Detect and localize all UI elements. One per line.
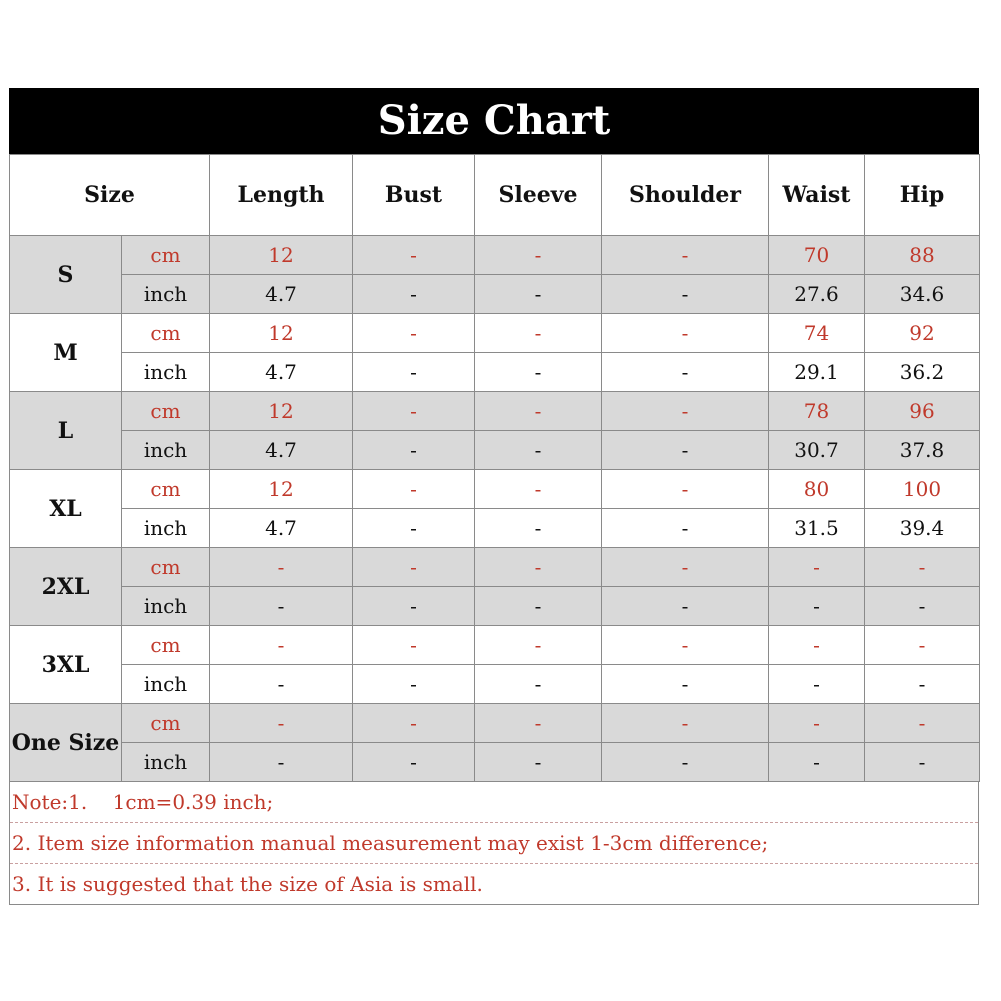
table-row (10, 509, 980, 548)
measurement-cell: - (475, 470, 602, 509)
table-row (10, 236, 980, 275)
unit-label: inch (122, 743, 210, 782)
measurement-cell: - (353, 353, 475, 392)
measurement-cell: - (602, 548, 769, 587)
measurement-cell: - (475, 587, 602, 626)
size-label: S (10, 236, 122, 314)
measurement-cell: - (769, 548, 865, 587)
header-size: Size (10, 155, 210, 236)
measurement-cell: - (602, 587, 769, 626)
measurement-cell: 12 (210, 392, 353, 431)
table-row (10, 470, 980, 509)
unit-label: cm (122, 314, 210, 353)
measurement-cell: - (210, 665, 353, 704)
measurement-cell: - (353, 236, 475, 275)
measurement-cell: 4.7 (210, 353, 353, 392)
header-sleeve: Sleeve (475, 155, 602, 236)
size-label: M (10, 314, 122, 392)
unit-label: cm (122, 470, 210, 509)
notes (9, 782, 979, 905)
measurement-cell: - (602, 509, 769, 548)
size-label: XL (10, 470, 122, 548)
measurement-cell: - (602, 626, 769, 665)
measurement-cell: 80 (769, 470, 865, 509)
measurement-cell: - (865, 665, 980, 704)
measurement-cell: - (865, 587, 980, 626)
measurement-cell: - (769, 626, 865, 665)
measurement-cell: - (602, 392, 769, 431)
measurement-cell: - (353, 587, 475, 626)
measurement-cell: - (353, 548, 475, 587)
table-row (10, 392, 980, 431)
header-hip: Hip (865, 155, 980, 236)
measurement-cell: - (769, 704, 865, 743)
measurement-cell: - (602, 353, 769, 392)
size-label: One Size (10, 704, 122, 782)
table-row (10, 626, 980, 665)
measurement-cell: - (475, 509, 602, 548)
size-rows (10, 236, 980, 782)
size-chart (9, 88, 979, 905)
header-length: Length (210, 155, 353, 236)
table-row (10, 353, 980, 392)
measurement-cell: 96 (865, 392, 980, 431)
unit-label: inch (122, 509, 210, 548)
header-row (10, 155, 980, 236)
measurement-cell: - (210, 548, 353, 587)
measurement-cell: - (353, 626, 475, 665)
measurement-cell: 88 (865, 236, 980, 275)
measurement-cell: - (353, 275, 475, 314)
measurement-cell: - (769, 587, 865, 626)
note-line: 3. It is suggested that the size of Asia is small. (10, 863, 978, 904)
unit-label: cm (122, 704, 210, 743)
measurement-cell: - (353, 704, 475, 743)
measurement-cell: 30.7 (769, 431, 865, 470)
measurement-cell: - (353, 509, 475, 548)
unit-label: cm (122, 626, 210, 665)
measurement-cell: 27.6 (769, 275, 865, 314)
measurement-cell: 39.4 (865, 509, 980, 548)
table-row (10, 665, 980, 704)
note-line: 2. Item size information manual measurement may exist 1-3cm difference; (10, 822, 978, 863)
measurement-cell: 37.8 (865, 431, 980, 470)
measurement-cell: - (602, 743, 769, 782)
measurement-cell: - (865, 626, 980, 665)
measurement-cell: - (475, 236, 602, 275)
table-row (10, 275, 980, 314)
measurement-cell: - (602, 470, 769, 509)
size-label: 3XL (10, 626, 122, 704)
unit-label: cm (122, 392, 210, 431)
measurement-cell: - (353, 470, 475, 509)
measurement-cell: - (769, 665, 865, 704)
measurement-cell: - (865, 704, 980, 743)
size-table (9, 154, 980, 782)
measurement-cell: - (475, 704, 602, 743)
measurement-cell: 12 (210, 236, 353, 275)
measurement-cell: - (353, 431, 475, 470)
size-label: 2XL (10, 548, 122, 626)
measurement-cell: 74 (769, 314, 865, 353)
note-line: Note:1. 1cm=0.39 inch; (12, 790, 274, 814)
measurement-cell: 70 (769, 236, 865, 275)
measurement-cell: - (602, 314, 769, 353)
measurement-cell: - (353, 743, 475, 782)
measurement-cell: - (769, 743, 865, 782)
table-row (10, 548, 980, 587)
measurement-cell: 34.6 (865, 275, 980, 314)
measurement-cell: 36.2 (865, 353, 980, 392)
measurement-cell: 100 (865, 470, 980, 509)
header-waist: Waist (769, 155, 865, 236)
measurement-cell: - (475, 275, 602, 314)
measurement-cell: - (210, 626, 353, 665)
measurement-cell: 92 (865, 314, 980, 353)
measurement-cell: 12 (210, 470, 353, 509)
measurement-cell: 4.7 (210, 431, 353, 470)
unit-label: inch (122, 353, 210, 392)
measurement-cell: - (475, 314, 602, 353)
measurement-cell: - (210, 587, 353, 626)
measurement-cell: 4.7 (210, 509, 353, 548)
measurement-cell: 78 (769, 392, 865, 431)
measurement-cell: - (210, 704, 353, 743)
measurement-cell: - (353, 392, 475, 431)
measurement-cell: - (865, 548, 980, 587)
measurement-cell: - (475, 665, 602, 704)
unit-label: cm (122, 548, 210, 587)
table-row (10, 704, 980, 743)
measurement-cell: 29.1 (769, 353, 865, 392)
measurement-cell: 12 (210, 314, 353, 353)
measurement-cell: - (602, 665, 769, 704)
header-shoulder: Shoulder (602, 155, 769, 236)
unit-label: cm (122, 236, 210, 275)
unit-label: inch (122, 275, 210, 314)
size-label: L (10, 392, 122, 470)
table-row (10, 431, 980, 470)
header-bust: Bust (353, 155, 475, 236)
measurement-cell: - (353, 665, 475, 704)
measurement-cell: - (865, 743, 980, 782)
measurement-cell: - (602, 275, 769, 314)
chart-title: Size Chart (9, 88, 979, 154)
measurement-cell: - (475, 353, 602, 392)
measurement-cell: - (602, 236, 769, 275)
measurement-cell: - (475, 431, 602, 470)
unit-label: inch (122, 665, 210, 704)
measurement-cell: - (475, 626, 602, 665)
measurement-cell: - (353, 314, 475, 353)
measurement-cell: - (210, 743, 353, 782)
table-row (10, 743, 980, 782)
measurement-cell: - (602, 431, 769, 470)
measurement-cell: 31.5 (769, 509, 865, 548)
table-row (10, 587, 980, 626)
measurement-cell: 4.7 (210, 275, 353, 314)
measurement-cell: - (602, 704, 769, 743)
unit-label: inch (122, 431, 210, 470)
measurement-cell: - (475, 392, 602, 431)
measurement-cell: - (475, 548, 602, 587)
measurement-cell: - (475, 743, 602, 782)
table-row (10, 314, 980, 353)
unit-label: inch (122, 587, 210, 626)
